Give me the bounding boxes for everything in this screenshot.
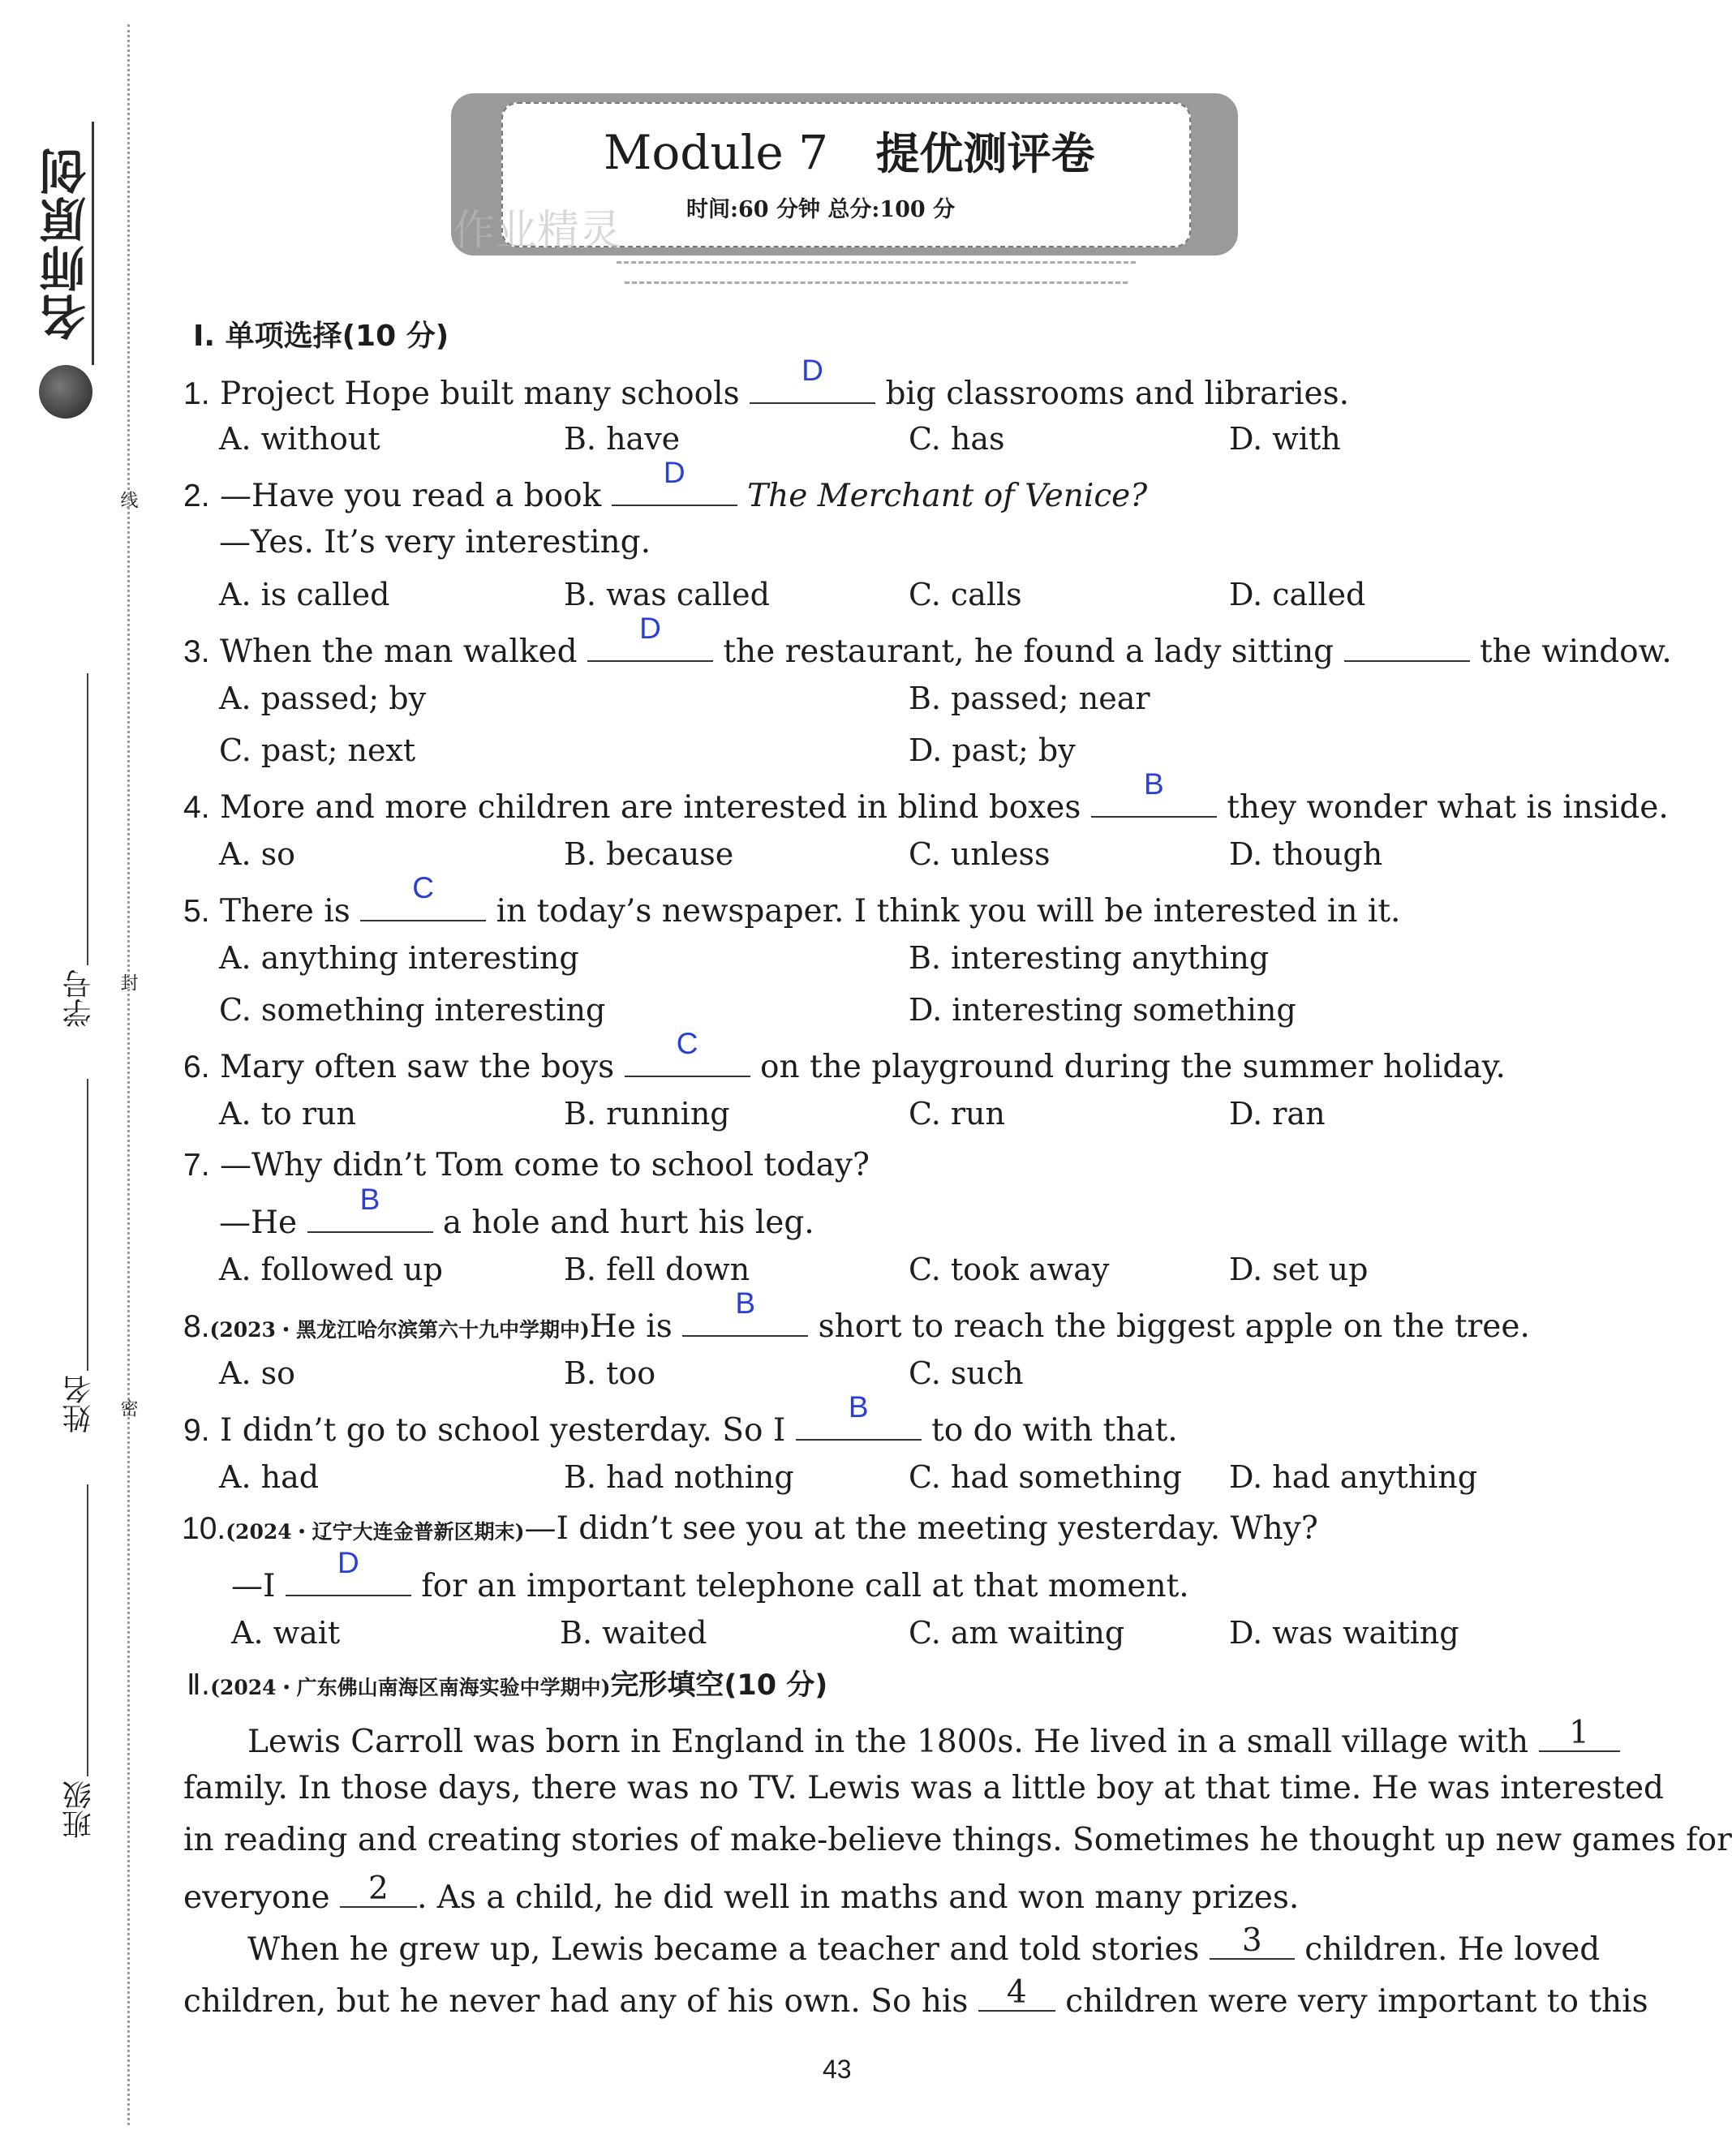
q10-line2-after: for an important telephone call at that moment. <box>421 1568 1189 1604</box>
q4-stem <box>183 767 1669 827</box>
q9-blank <box>796 1390 922 1441</box>
cloze-blank-number-4: 4 <box>1006 1974 1027 2011</box>
q5-number: 5. <box>183 894 210 929</box>
q3-text-after: the window. <box>1479 633 1672 670</box>
q8-answer: B <box>735 1286 756 1320</box>
q6-stem <box>183 1027 1506 1086</box>
q3-answer: D <box>639 612 661 645</box>
q8-source: (2023・黑龙江哈尔滨第六十九中学期中) <box>209 1318 590 1342</box>
cloze-line-2: family. In those days, there was no TV. Lewis was a little boy at that time. He was interested <box>183 1770 1665 1806</box>
q4-option-a: A. so <box>219 836 295 872</box>
q10-source: (2024・辽宁大连金普新区期末) <box>226 1520 525 1544</box>
cloze-text: children, but he never had any of his own. So his <box>183 1983 969 2020</box>
q1-option-a: A. without <box>219 421 380 457</box>
q7-option-b: B. fell down <box>564 1252 750 1287</box>
q10-line2 <box>231 1546 1189 1605</box>
cloze-text: children were very important to this <box>1065 1983 1648 2020</box>
header-title <box>604 126 1094 181</box>
q3-number: 3. <box>183 634 210 669</box>
q3-text-before: When the man walked <box>219 633 578 670</box>
q2-blank <box>612 456 737 506</box>
q3-option-c: C. past; next <box>219 732 416 768</box>
q6-option-a: A. to run <box>219 1096 356 1132</box>
q5-text-before: There is <box>219 893 350 930</box>
section2-source: (2024・广东佛山南海区南海实验中学期中) <box>210 1676 611 1699</box>
section2-title <box>187 1666 827 1707</box>
q1-text-before: Project Hope built many schools <box>219 376 740 412</box>
q3-stem <box>183 612 1672 671</box>
q5-text-after: in today’s newspaper. I think you will be interested in it. <box>496 893 1401 930</box>
q10-option-c: C. am waiting <box>909 1615 1125 1651</box>
section2-prefix: Ⅱ. <box>187 1669 211 1702</box>
cloze-blank-4 <box>978 1974 1055 2012</box>
q8-option-a: A. so <box>219 1355 295 1391</box>
q3-option-d: D. past; by <box>909 732 1076 768</box>
q4-text-before: More and more children are interested in blind boxes <box>219 789 1081 826</box>
q1-option-c: C. has <box>909 421 1005 457</box>
q5-option-d: D. interesting something <box>909 992 1296 1028</box>
q2-option-d: D. called <box>1229 577 1366 612</box>
q9-option-b: B. had nothing <box>564 1459 794 1495</box>
q8-text-after: short to reach the biggest apple on the tree. <box>818 1308 1530 1345</box>
q5-option-b: B. interesting anything <box>909 940 1270 976</box>
q1-option-b: B. have <box>564 421 681 457</box>
cloze-blank-1 <box>1539 1715 1620 1752</box>
q2-option-a: A. is called <box>219 577 390 612</box>
q7-line2 <box>219 1183 814 1242</box>
q3-blank-2 <box>1344 628 1470 662</box>
q4-option-d: D. though <box>1229 836 1383 872</box>
q7-number: 7. <box>183 1148 210 1183</box>
cloze-blank-number-3: 3 <box>1241 1922 1262 1959</box>
cloze-line-3: in reading and creating stories of make-believe things. Sometimes he thought up new games for <box>183 1822 1732 1858</box>
cloze-text: children. He loved <box>1304 1931 1601 1968</box>
q8-option-b: B. too <box>564 1355 656 1391</box>
cloze-blank-number-1: 1 <box>1569 1715 1589 1751</box>
banji-label: 班级 <box>62 1780 96 1839</box>
q4-text-after: they wonder what is inside. <box>1227 789 1669 826</box>
banji-underline <box>87 1484 88 1776</box>
cloze-text: Lewis Carroll was born in England in the 1800s. He lived in a small village with <box>247 1724 1529 1760</box>
q7-answer: B <box>359 1183 380 1216</box>
q4-blank <box>1091 767 1217 818</box>
q4-answer: B <box>1143 767 1164 801</box>
q5-option-a: A. anything interesting <box>219 940 579 976</box>
q9-option-a: A. had <box>219 1459 320 1495</box>
module-title: Module 7 <box>604 125 829 180</box>
cloze-line-1 <box>247 1715 1620 1761</box>
xuehao-underline <box>87 673 88 965</box>
q2-line2: —Yes. It’s very interesting. <box>219 524 651 560</box>
q4-option-b: B. because <box>564 836 734 872</box>
q7-text-before: —Why didn’t Tom come to school today? <box>219 1147 870 1183</box>
q10-option-a: A. wait <box>231 1615 341 1651</box>
q9-option-c: C. had something <box>909 1459 1183 1495</box>
q2-answer: D <box>663 456 685 489</box>
q3-option-a: A. passed; by <box>219 681 427 716</box>
page-number: 43 <box>823 2055 852 2084</box>
cloze-line-4 <box>183 1870 1300 1917</box>
brand-globe-icon <box>39 365 92 419</box>
q5-blank <box>360 871 486 921</box>
q8-option-c: C. such <box>909 1355 1024 1391</box>
q4-number: 4. <box>183 790 210 825</box>
q1-text-after: big classrooms and libraries. <box>885 376 1349 412</box>
q10-option-d: D. was waiting <box>1229 1615 1459 1651</box>
q6-text-after: on the playground during the summer holiday. <box>760 1049 1506 1085</box>
cloze-blank-2 <box>340 1870 417 1908</box>
q3-option-b: B. passed; near <box>909 681 1150 716</box>
q8-blank <box>682 1286 808 1337</box>
q2-text-before: —Have you read a book <box>219 478 602 514</box>
q7-line2-after: a hole and hurt his leg. <box>442 1205 814 1241</box>
q2-option-c: C. calls <box>909 577 1022 612</box>
q4-option-c: C. unless <box>909 836 1051 872</box>
q1-option-d: D. with <box>1229 421 1341 457</box>
q8-stem <box>183 1286 1530 1349</box>
q2-option-b: B. was called <box>564 577 770 612</box>
binding-dotted-line <box>127 24 130 2125</box>
q5-option-c: C. something interesting <box>219 992 606 1028</box>
q10-line2-before: —I <box>231 1568 276 1604</box>
brand-logo <box>15 114 104 438</box>
q2-stem <box>183 456 1148 515</box>
section2-heading: 完形填空(10 分) <box>610 1669 828 1702</box>
header-dotted-rule-1 <box>617 261 1136 264</box>
q3-blank-1 <box>587 612 713 662</box>
q10-blank <box>286 1546 411 1596</box>
header-subtitle: 时间:60 分钟 总分:100 分 <box>686 197 956 222</box>
q1-stem <box>183 354 1349 413</box>
q6-answer: C <box>676 1027 698 1060</box>
q10-answer: D <box>337 1546 359 1579</box>
header-dotted-rule-2 <box>625 281 1128 284</box>
q6-blank <box>625 1027 750 1077</box>
side-mi-char: 密 <box>118 1399 138 1417</box>
q7-blank <box>307 1183 433 1233</box>
q6-option-d: D. ran <box>1229 1096 1326 1132</box>
cloze-line-5 <box>247 1922 1601 1969</box>
q6-option-c: C. run <box>909 1096 1005 1132</box>
q2-text-after: The Merchant of Venice? <box>747 478 1148 514</box>
side-seal-char: 封 <box>118 973 138 991</box>
q8-text-before: He is <box>589 1308 673 1345</box>
cloze-text: When he grew up, Lewis became a teacher and told stories <box>247 1931 1200 1968</box>
header-watermark: 作业精灵 <box>453 207 622 256</box>
brand-text: 名师原创 <box>39 146 94 341</box>
q1-answer: D <box>802 354 823 387</box>
q5-stem <box>183 871 1401 930</box>
q8-number: 8. <box>183 1309 210 1344</box>
module-title-cn: 提优测评卷 <box>875 128 1095 179</box>
q9-text-after: to do with that. <box>931 1412 1178 1449</box>
cloze-text: . As a child, he did well in maths and won many prizes. <box>416 1879 1300 1916</box>
q7-option-a: A. followed up <box>219 1252 443 1287</box>
q3-text-middle: the restaurant, he found a lady sitting <box>723 633 1334 670</box>
xingming-underline <box>87 1079 88 1371</box>
q1-number: 1. <box>183 376 210 411</box>
xuehao-label: 学号 <box>62 969 96 1028</box>
q5-answer: C <box>412 871 435 904</box>
side-line-char: 线 <box>118 491 138 509</box>
cloze-line-6 <box>183 1974 1648 2021</box>
q10-option-b: B. waited <box>560 1615 707 1651</box>
cloze-text: everyone <box>183 1879 330 1916</box>
q9-text-before: I didn’t go to school yesterday. So I <box>219 1412 786 1449</box>
q1-blank <box>750 354 875 404</box>
q9-stem <box>183 1390 1178 1450</box>
q7-stem <box>183 1147 870 1184</box>
q2-number: 2. <box>183 479 210 513</box>
q7-option-c: C. took away <box>909 1252 1110 1287</box>
cloze-blank-number-2: 2 <box>368 1870 389 1907</box>
section1-title: Ⅰ. 单项选择(10 分) <box>193 320 449 353</box>
q9-number: 9. <box>183 1413 210 1448</box>
q7-line2-before: —He <box>219 1205 298 1241</box>
q10-number: 10. <box>182 1511 226 1546</box>
q6-option-b: B. running <box>564 1096 730 1132</box>
cloze-blank-3 <box>1210 1922 1295 1960</box>
xingming-label: 姓名 <box>62 1375 96 1433</box>
q6-text-before: Mary often saw the boys <box>219 1049 615 1085</box>
q9-option-d: D. had anything <box>1229 1459 1478 1495</box>
q10-text-before: —I didn’t see you at the meeting yesterday. Why? <box>524 1510 1318 1547</box>
q7-option-d: D. set up <box>1229 1252 1369 1287</box>
q6-number: 6. <box>183 1050 210 1084</box>
q9-answer: B <box>848 1390 869 1424</box>
